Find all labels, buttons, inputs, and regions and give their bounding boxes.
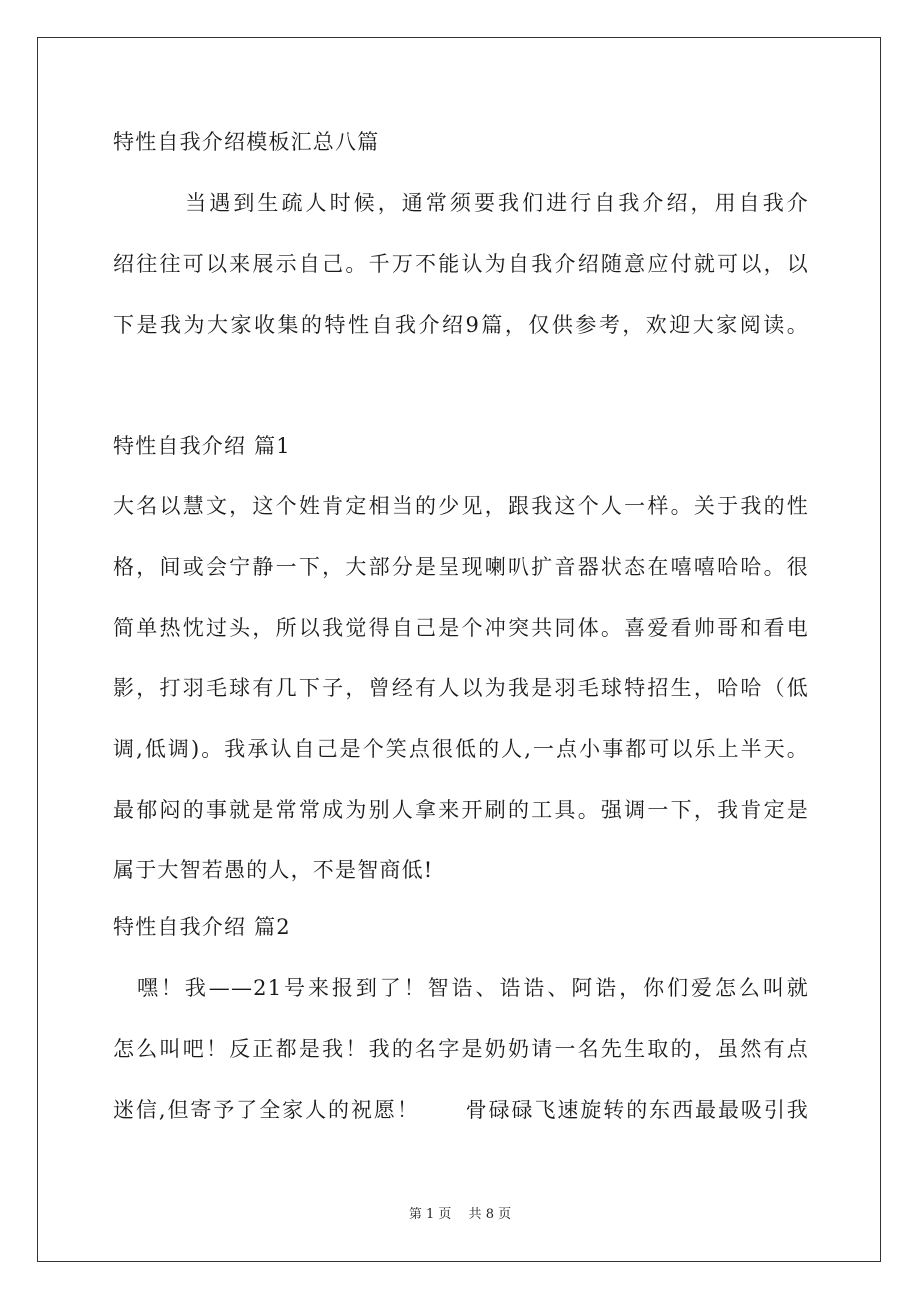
section-1-line: 影，打羽毛球有几下子，曾经有人以为我是羽毛球特招生，哈哈（低 [113, 676, 809, 700]
section-1-line: 简单热忱过头，所以我觉得自己是个冲突共同体。喜爱看帅哥和看电 [113, 616, 809, 640]
page-border [37, 37, 881, 1262]
section-heading-2: 特性自我介绍 篇2 [113, 915, 291, 939]
section-heading-1: 特性自我介绍 篇1 [113, 434, 291, 458]
document-title: 特性自我介绍模板汇总八篇 [113, 130, 380, 154]
section-1-line: 大名以慧文，这个姓肯定相当的少见，跟我这个人一样。关于我的性 [113, 494, 809, 518]
section-1-line: 最郁闷的事就是常常成为别人拿来开刷的工具。强调一下，我肯定是 [113, 798, 809, 822]
section-2-line: 怎么叫吧！反正都是我！我的名字是奶奶请一名先生取的，虽然有点 [113, 1037, 809, 1061]
section-1-line: 属于大智若愚的人，不是智商低! [113, 858, 434, 882]
intro-line: 绍往往可以来展示自己。千万不能认为自我介绍随意应付就可以，以 [113, 252, 809, 276]
intro-line: 下是我为大家收集的特性自我介绍9篇，仅供参考，欢迎大家阅读。 [113, 313, 809, 337]
section-2-line: 嘿！我——21号来报到了！智诰、诰诰、阿诰，你们爱怎么叫就 [113, 976, 809, 1000]
section-1-line: 格，间或会宁静一下，大部分是呈现喇叭扩音器状态在嘻嘻哈哈。很 [113, 555, 809, 579]
section-1-line: 调,低调)。我承认自己是个笑点很低的人,一点小事都可以乐上半天。 [113, 737, 809, 761]
page-number-footer: 第 1 页 共 8 页 [408, 1207, 512, 1222]
section-2-line: 迷信,但寄予了全家人的祝愿！ 骨碌碌飞速旋转的东西最最吸引我 [113, 1098, 809, 1122]
intro-line: 当遇到生疏人时候，通常须要我们进行自我介绍，用自我介 [113, 191, 809, 215]
